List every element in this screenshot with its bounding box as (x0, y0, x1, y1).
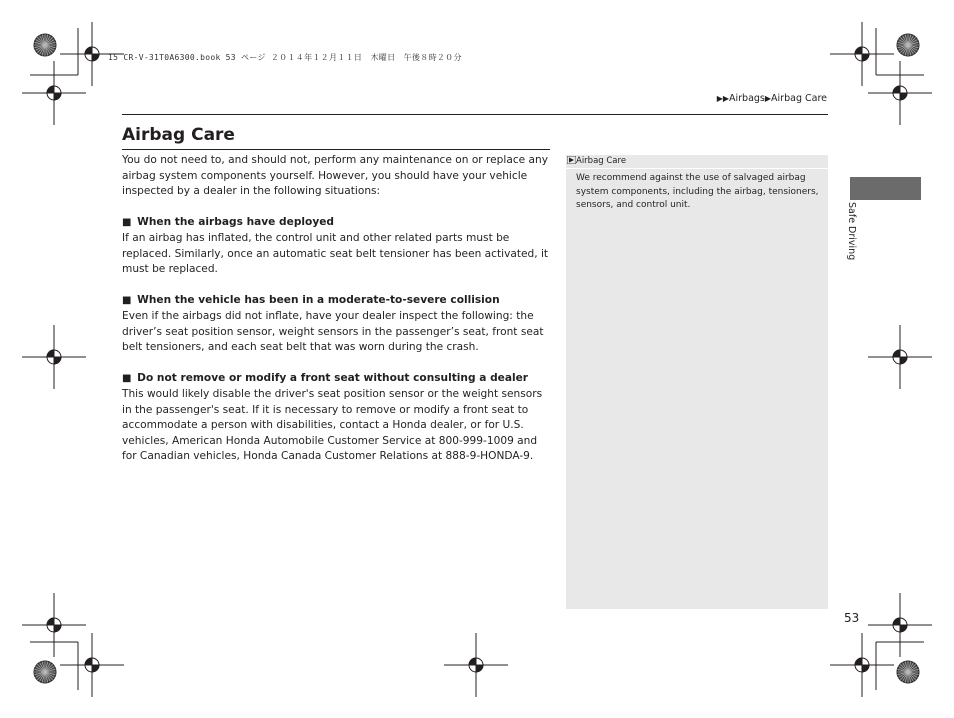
breadcrumb (717, 93, 827, 104)
section-text: If an airbag has inflated, the control unit and other related parts must be replaced. Similarly, once an automatic seat belt tensioner has been activated, it must be replaced. (122, 231, 549, 276)
breadcrumb-current: Airbag Care (771, 93, 827, 104)
registration-rosette-icon (897, 34, 919, 56)
registration-rosette-icon (34, 661, 56, 683)
registration-crosshair-icon (22, 325, 86, 389)
page-number: 53 (844, 611, 860, 625)
print-header: 15 CR-V-31T0A6300.book 53 ページ ２０１４年１２月１１日 木曜日 午後８時２０分 (108, 53, 462, 62)
square-bullet-icon: ■ (122, 217, 132, 229)
intro-paragraph: You do not need to, and should not, perform any maintenance on or replace any airbag system components yourself. However, you should have your vehicle inspected by a dealer in the following situations: (122, 154, 549, 198)
page-title: Airbag Care (122, 125, 235, 145)
title-underline (122, 149, 550, 150)
breadcrumb-arrows-icon: ▶▶ (716, 94, 729, 103)
section-heading: ■ Do not remove or modify a front seat without consulting a dealer (122, 372, 529, 385)
registration-rosette-icon (897, 661, 919, 683)
section-text: Even if the airbags did not inflate, have your dealer inspect the following: the driver’s seat position sensor, weight sensors in the passenger’s seat, front seat belt tensioners, and each seat belt that was worn during the crash. (122, 309, 544, 354)
sidebar-heading-divider (566, 168, 828, 169)
registration-crosshair-icon (868, 61, 932, 125)
breadcrumb-section[interactable]: Airbags (729, 93, 765, 104)
registration-crosshair-icon (22, 593, 86, 657)
sidebar-note-text: We recommend against the use of salvaged airbag system components, including the airbag, tensioners, sensors, and control unit. (576, 173, 819, 210)
registration-crosshair-icon (22, 61, 86, 125)
registration-crosshair-icon (444, 633, 508, 697)
reference-arrow-icon (567, 156, 576, 164)
square-bullet-icon: ■ (122, 295, 132, 307)
registration-rosette-icon (34, 34, 56, 56)
registration-crosshair-icon (60, 633, 124, 697)
section-text: This would likely disable the driver's seat position sensor or the weight sensors in the passenger's seat. If it is necessary to remove or modify a front seat to accommodate a person with disabilities, contact a Honda dealer, or for U.S. vehicles, American Honda Automobile Customer Service at 800-999-1009 and for Canadian vehicles, Honda Canada Customer Relations at 888-9-HONDA-9. (122, 387, 543, 463)
chapter-tab-label: Safe Driving (846, 202, 857, 261)
registration-crosshair-icon (830, 633, 894, 697)
header-divider (122, 114, 828, 115)
section-heading: ■ When the vehicle has been in a moderate-to-severe collision (122, 294, 500, 307)
chapter-tab[interactable] (850, 177, 921, 200)
main-content (122, 153, 554, 465)
breadcrumb-separator-icon: ▶ (764, 94, 772, 103)
sidebar-heading: Airbag Care (566, 155, 828, 168)
registration-crosshair-icon (868, 325, 932, 389)
sidebar-note-box (566, 155, 828, 609)
square-bullet-icon: ■ (122, 373, 132, 385)
registration-crosshair-icon (830, 22, 894, 86)
section-heading: ■ When the airbags have deployed (122, 216, 334, 229)
registration-crosshair-icon (868, 593, 932, 657)
